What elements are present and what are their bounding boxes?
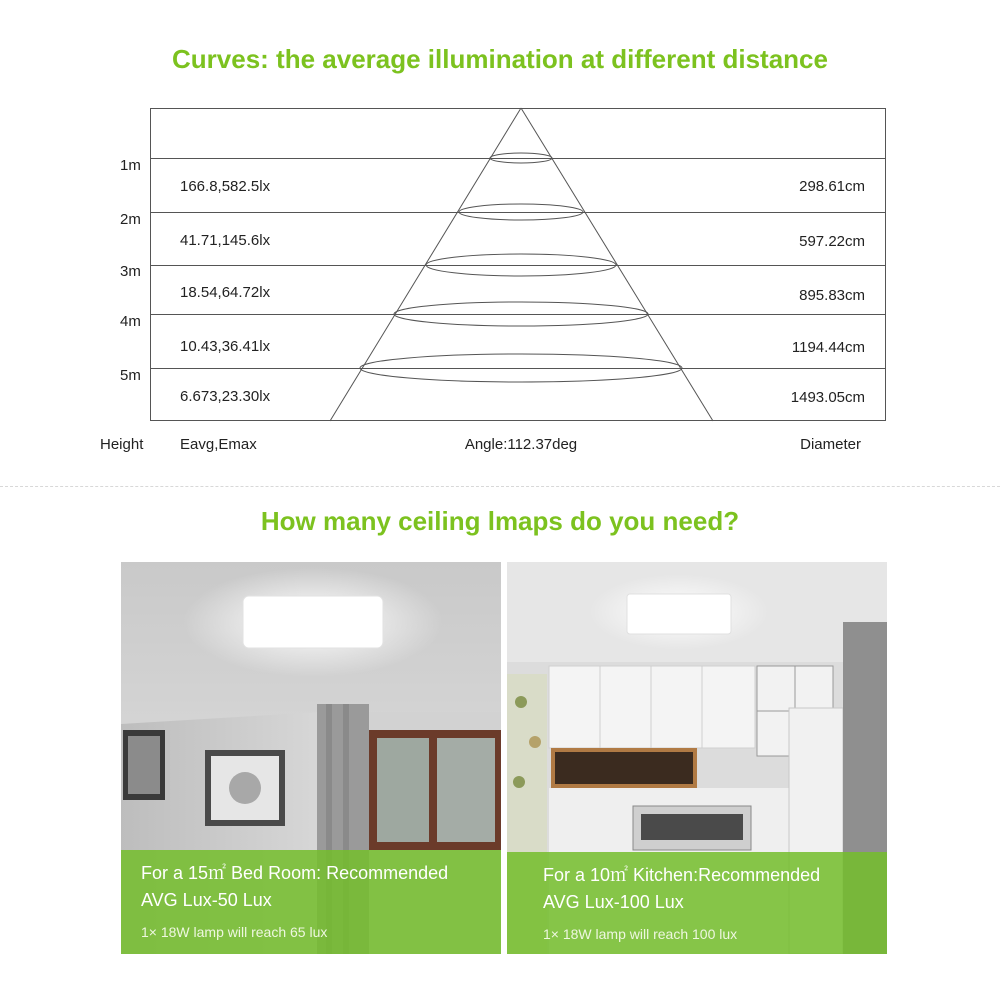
height-label-1m: 1m — [120, 157, 141, 174]
section-divider — [0, 486, 1000, 487]
diameter-column-label: Diameter — [800, 436, 861, 453]
height-label-4m: 4m — [120, 313, 141, 330]
angle-label: Angle:112.37deg — [464, 436, 578, 453]
bedroom-recommendation: For a 15㎡ Bed Room: Recommended — [141, 863, 449, 883]
lux-value-3m: 18.54,64.72lx — [180, 284, 271, 301]
lux-value-1m: 166.8,582.5lx — [180, 178, 271, 195]
bedroom-panel — [121, 562, 501, 954]
diameter-value-3m: 895.83cm — [799, 287, 865, 304]
height-label-2m: 2m — [120, 211, 141, 228]
height-label-5m: 5m — [120, 367, 141, 384]
curves-title: Curves: the average illumination at different distance — [172, 44, 828, 74]
diameter-value-1m: 298.61cm — [799, 178, 865, 195]
lux-value-5m: 6.673,23.30lx — [180, 388, 271, 405]
bedroom-caption — [121, 850, 501, 954]
kitchen-lamp-note: 1× 18W lamp will reach 100 lux — [543, 926, 738, 942]
bedroom-lamp-note: 1× 18W lamp will reach 65 lux — [141, 924, 328, 940]
bedroom-avg-lux: AVG Lux-50 Lux — [141, 890, 272, 910]
height-label-3m: 3m — [120, 263, 141, 280]
diameter-value-5m: 1493.05cm — [790, 389, 865, 406]
kitchen-panel — [507, 562, 887, 954]
kitchen-caption — [507, 852, 887, 954]
illumination-diagram — [0, 0, 1000, 480]
kitchen-recommendation: For a 10㎡ Kitchen:Recommended — [543, 865, 821, 885]
lux-value-2m: 41.71,145.6lx — [180, 232, 271, 249]
kitchen-avg-lux: AVG Lux-100 Lux — [543, 892, 684, 912]
diameter-value-2m: 597.22cm — [799, 233, 865, 250]
height-column-label: Height — [100, 436, 144, 453]
light-cone — [330, 108, 713, 421]
diameter-value-4m: 1194.44cm — [791, 339, 865, 356]
lux-column-label: Eavg,Emax — [180, 436, 257, 453]
lux-value-4m: 10.43,36.41lx — [180, 338, 271, 355]
lamps-title: How many ceiling lmaps do you need? — [260, 506, 740, 536]
table-grid — [150, 109, 886, 421]
